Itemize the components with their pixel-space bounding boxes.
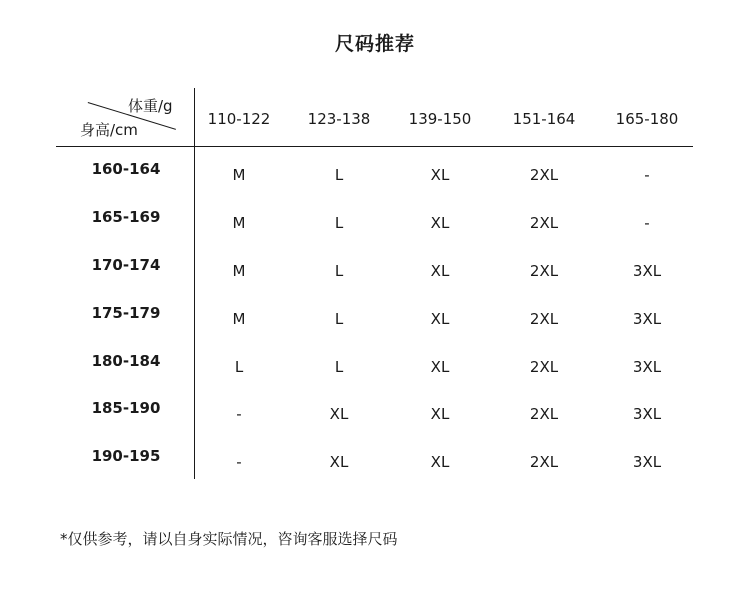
column-header-weight: 151-164 [512, 110, 576, 128]
size-cell: XL [430, 358, 450, 376]
size-cell: L [334, 166, 344, 184]
row-header-height: 170-174 [91, 256, 161, 274]
size-cell: 3XL [632, 310, 662, 328]
size-cell: L [334, 214, 344, 232]
size-cell: XL [329, 405, 349, 423]
size-cell: L [234, 358, 244, 376]
size-cell: 2XL [529, 310, 559, 328]
row-header-height: 190-195 [91, 447, 161, 465]
row-header-height: 175-179 [91, 304, 161, 322]
size-cell: L [334, 262, 344, 280]
size-cell: 2XL [529, 453, 559, 471]
size-cell: - [644, 166, 650, 184]
weight-axis-label: 体重/g [128, 97, 173, 115]
column-header-weight: 123-138 [307, 110, 371, 128]
row-header-height: 165-169 [91, 208, 161, 226]
header-divider [56, 146, 693, 147]
size-cell: M [232, 310, 246, 328]
size-cell: 3XL [632, 405, 662, 423]
page-title: 尺码推荐 [334, 33, 415, 55]
height-axis-label: 身高/cm [80, 121, 138, 139]
column-header-weight: 139-150 [408, 110, 472, 128]
size-cell: M [232, 214, 246, 232]
size-cell: 3XL [632, 262, 662, 280]
size-cell: 3XL [632, 453, 662, 471]
size-cell: XL [430, 214, 450, 232]
size-cell: XL [430, 453, 450, 471]
size-cell: XL [430, 405, 450, 423]
size-cell: XL [430, 262, 450, 280]
size-cell: 2XL [529, 214, 559, 232]
size-cell: M [232, 166, 246, 184]
size-cell: 2XL [529, 166, 559, 184]
row-header-height: 185-190 [91, 399, 161, 417]
size-cell: - [644, 214, 650, 232]
size-cell: - [236, 453, 242, 471]
size-cell: XL [430, 310, 450, 328]
footnote: *仅供参考，请以自身实际情况，咨询客服选择尺码 [60, 530, 398, 548]
size-table [56, 88, 693, 480]
size-cell: M [232, 262, 246, 280]
row-header-height: 160-164 [91, 160, 161, 178]
size-cell: XL [430, 166, 450, 184]
size-cell: L [334, 310, 344, 328]
column-header-weight: 165-180 [615, 110, 679, 128]
size-cell: 2XL [529, 358, 559, 376]
size-cell: XL [329, 453, 349, 471]
row-header-height: 180-184 [91, 352, 161, 370]
size-cell: 2XL [529, 405, 559, 423]
size-cell: 3XL [632, 358, 662, 376]
size-cell: L [334, 358, 344, 376]
size-cell: - [236, 405, 242, 423]
size-cell: 2XL [529, 262, 559, 280]
column-header-weight: 110-122 [207, 110, 271, 128]
